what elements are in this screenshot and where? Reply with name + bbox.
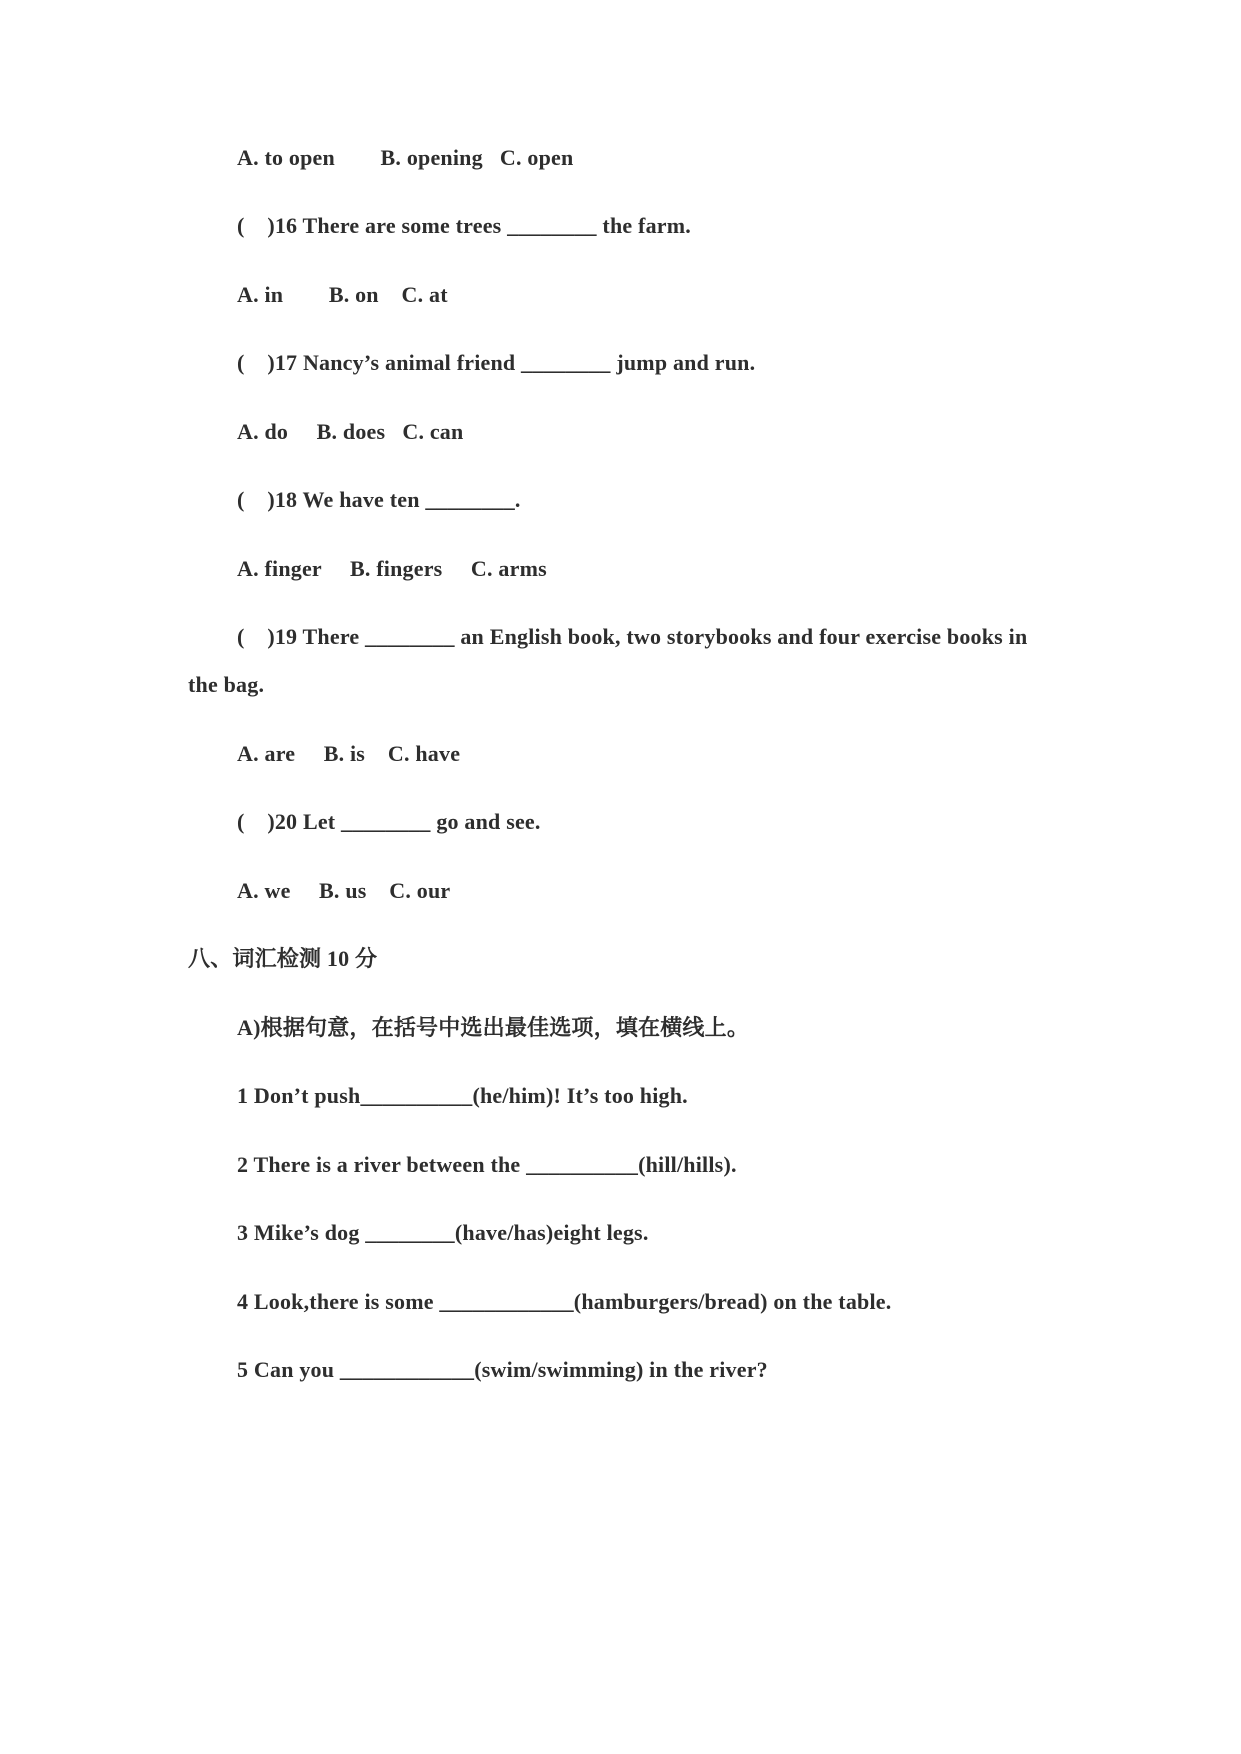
part-a-instructions: A)根据句意，在括号中选出最佳选项，填在横线上。: [237, 1014, 750, 1040]
options-19: A. are B. is C. have: [237, 740, 461, 766]
fill-question-4: 4 Look,there is some ____________(hamburgers/bread) on the table.: [237, 1288, 892, 1314]
options-20: A. we B. us C. our: [237, 877, 451, 903]
fill-question-1: 1 Don’t push__________(he/him)! It’s too high.: [237, 1083, 688, 1108]
fill-question-2: 2 There is a river between the __________(hill/hills).: [237, 1151, 737, 1177]
question-19-continuation: the bag.: [188, 672, 265, 697]
fill-question-5: 5 Can you ____________(swim/swimming) in the river?: [237, 1357, 768, 1382]
options-18: A. finger B. fingers C. arms: [237, 555, 547, 581]
question-16: ( )16 There are some trees ________ the farm.: [237, 213, 691, 238]
options-17: A. do B. does C. can: [237, 418, 464, 444]
question-20: ( )20 Let ________ go and see.: [237, 809, 541, 834]
document-lines: [188, 134, 1161, 1395]
question-19: ( )19 There ________ an English book, two storybooks and four exercise books in: [237, 624, 1028, 649]
options-16: A. in B. on C. at: [237, 281, 448, 307]
question-18: ( )18 We have ten ________.: [237, 487, 521, 512]
section-8-heading: 八、词汇检测 10 分: [188, 946, 378, 971]
fill-question-3: 3 Mike’s dog ________(have/has)eight legs.: [237, 1220, 649, 1245]
options-15: A. to open B. opening C. open: [237, 144, 574, 170]
question-17: ( )17 Nancy’s animal friend ________ jump and run.: [237, 350, 756, 375]
